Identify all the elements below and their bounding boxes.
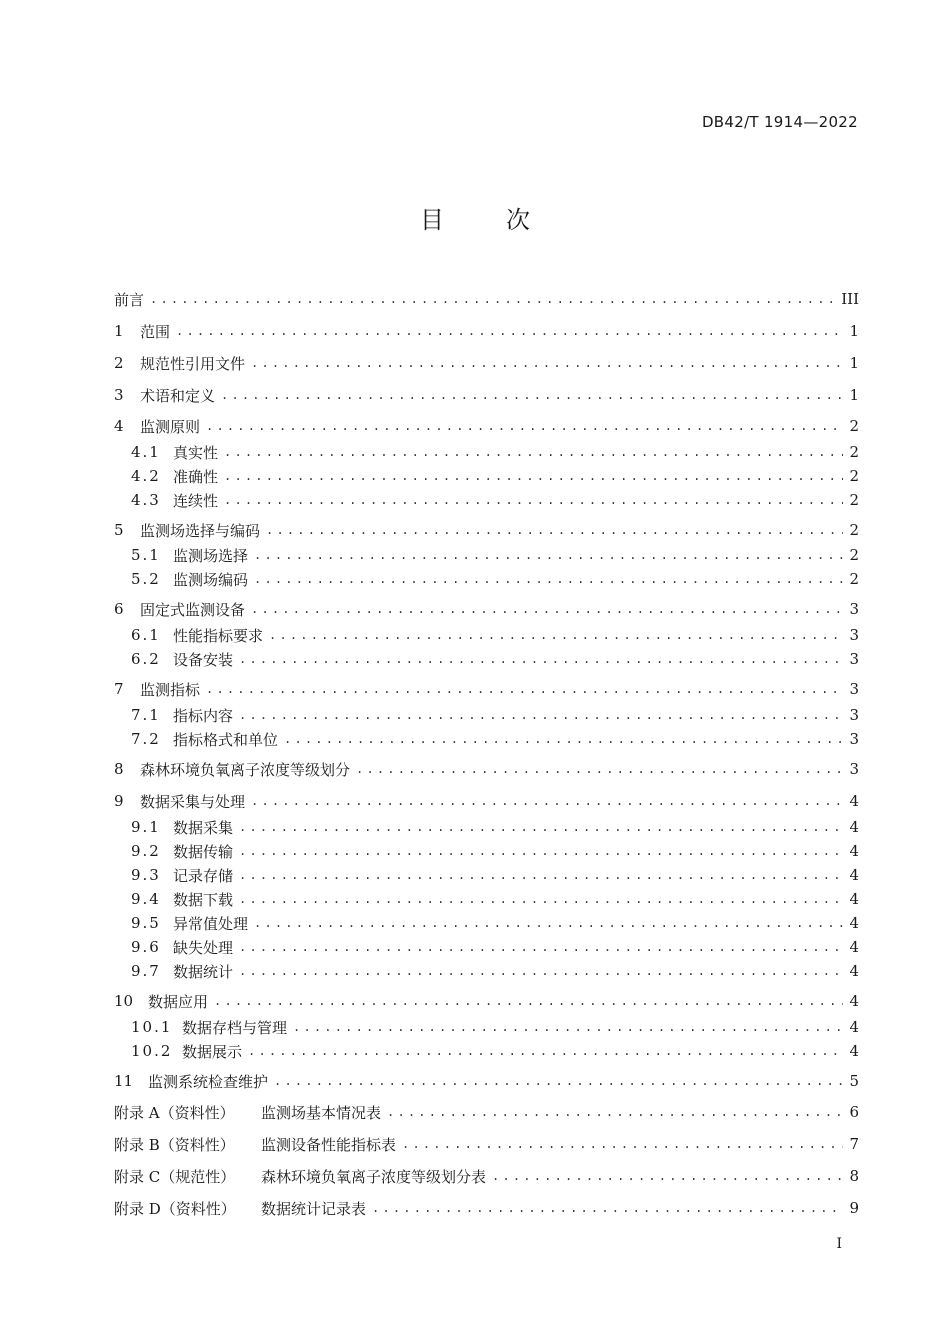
toc-entry-page: 1 [849, 322, 859, 340]
toc-entry-label: 监测场编码 [173, 570, 249, 589]
toc-entry-label: 监测场基本情况表 [261, 1103, 382, 1122]
toc-leader-dots [224, 469, 843, 483]
toc-leader-dots [206, 419, 843, 433]
toc-entry[interactable] [114, 1038, 859, 1064]
toc-entry[interactable] [114, 318, 859, 344]
toc-entry-number: 3 [114, 386, 124, 404]
toc-entry-label: 缺失处理 [173, 938, 234, 957]
toc-entry-label: 森林环境负氧离子浓度等级划分 [140, 760, 351, 779]
toc-entry[interactable] [114, 1068, 859, 1094]
toc-entry-number: 2 [114, 354, 124, 372]
toc-entry-number: 4.1 [131, 443, 161, 461]
toc-leader-dots [221, 388, 843, 402]
toc-entry-page: 4 [849, 962, 859, 980]
toc-entry-page: 2 [849, 443, 859, 461]
toc-entry[interactable] [114, 910, 859, 936]
toc-entry-page: 3 [849, 680, 859, 698]
toc-entry-page: 2 [849, 570, 859, 588]
toc-entry[interactable] [114, 1195, 859, 1221]
toc-entry-label: 真实性 [173, 443, 219, 462]
toc-leader-dots [224, 493, 843, 507]
toc-entry-number: 5 [114, 521, 124, 539]
toc-entry-label: 数据存档与管理 [182, 1018, 288, 1037]
toc-entry-page: 4 [849, 842, 859, 860]
toc-leader-dots [176, 324, 843, 338]
toc-entry-label: 性能指标要求 [173, 626, 264, 645]
toc-leader-dots [248, 1044, 843, 1058]
toc-entry[interactable] [114, 350, 859, 376]
toc-entry[interactable] [114, 756, 859, 782]
toc-entry-label: 指标格式和单位 [173, 730, 279, 749]
toc-entry[interactable] [114, 862, 859, 888]
toc-entry-number: 4 [114, 417, 124, 435]
toc-entry[interactable] [114, 487, 859, 513]
toc-entry-number: 4.3 [131, 491, 161, 509]
toc-leader-dots [239, 964, 843, 978]
toc-entry-page: 2 [849, 491, 859, 509]
toc-leader-dots [254, 916, 843, 930]
toc-entry-label: 数据统计 [173, 962, 234, 981]
toc-entry[interactable] [114, 413, 859, 439]
toc-leader-dots [269, 628, 843, 642]
toc-entry-page: 2 [849, 467, 859, 485]
toc-entry-number: 9.7 [131, 962, 161, 980]
toc-entry-number: 6.2 [131, 650, 161, 668]
toc-entry-label: 数据应用 [148, 992, 209, 1011]
toc-entry-label: 指标内容 [173, 706, 234, 725]
toc-entry-number: 8 [114, 760, 124, 778]
page-title [0, 200, 950, 235]
toc-entry-page: 3 [849, 760, 859, 778]
toc-entry-number: 附录 C（规范性） [114, 1167, 236, 1186]
toc-entry-page: 4 [849, 890, 859, 908]
toc-entry[interactable] [114, 726, 859, 752]
toc-entry-number: 1 [114, 322, 124, 340]
toc-entry-number: 9 [114, 792, 124, 810]
toc-entry-number: 11 [114, 1072, 134, 1090]
toc-entry-page: 3 [849, 626, 859, 644]
toc-entry[interactable] [114, 702, 859, 728]
toc-leader-dots [239, 868, 843, 882]
toc-entry-label: 森林环境负氧离子浓度等级划分表 [261, 1167, 487, 1186]
toc-leader-dots [387, 1105, 843, 1119]
toc-entry-label: 数据下载 [173, 890, 234, 909]
toc-entry[interactable] [114, 463, 859, 489]
toc-entry-number: 7.2 [131, 730, 161, 748]
toc-entry[interactable] [114, 788, 859, 814]
toc-entry[interactable] [114, 439, 859, 465]
toc-leader-dots [150, 292, 835, 306]
toc-entry-number: 6.1 [131, 626, 161, 644]
toc-entry-page: 9 [849, 1199, 859, 1217]
toc-entry-page: 2 [849, 546, 859, 564]
toc-leader-dots [402, 1137, 843, 1151]
toc-leader-dots [293, 1020, 843, 1034]
toc-leader-dots [239, 940, 843, 954]
toc-entry-label: 范围 [140, 322, 171, 341]
toc-entry-label: 记录存储 [173, 866, 234, 885]
toc-entry[interactable] [114, 596, 859, 622]
toc-entry-number: 9.2 [131, 842, 161, 860]
toc-leader-dots [239, 652, 843, 666]
toc-entry-number: 10 [114, 992, 134, 1010]
toc-entry-page: 3 [849, 600, 859, 618]
toc-leader-dots [239, 844, 843, 858]
page-title-char-2: 次 [506, 206, 530, 234]
toc-entry-number: 9.4 [131, 890, 161, 908]
toc-entry-page: 2 [849, 417, 859, 435]
toc-leader-dots [254, 572, 843, 586]
toc-entry-label: 准确性 [173, 467, 219, 486]
toc-entry-label: 数据展示 [182, 1042, 243, 1061]
toc-leader-dots [251, 602, 843, 616]
footer-page-number: I [836, 1236, 842, 1252]
toc-entry-number: 9.6 [131, 938, 161, 956]
toc-entry-number: 4.2 [131, 467, 161, 485]
toc-entry-label: 监测设备性能指标表 [261, 1135, 397, 1154]
toc-entry-number: 10.2 [131, 1042, 173, 1060]
toc-entry-number: 5.2 [131, 570, 161, 588]
toc-entry-label: 固定式监测设备 [140, 600, 246, 619]
toc-entry-page: 3 [849, 650, 859, 668]
toc-entry-number: 7.1 [131, 706, 161, 724]
toc-entry-label: 术语和定义 [140, 386, 216, 405]
toc-entry-label: 数据采集与处理 [140, 792, 246, 811]
toc-entry-page: III [841, 290, 859, 308]
toc-entry-number: 7 [114, 680, 124, 698]
toc-leader-dots [266, 523, 843, 537]
toc-leader-dots [372, 1201, 843, 1215]
toc-leader-dots [274, 1074, 843, 1088]
toc-entry-page: 4 [849, 792, 859, 810]
toc-entry-label: 数据统计记录表 [261, 1199, 367, 1218]
toc-entry-label: 监测原则 [140, 417, 201, 436]
toc-leader-dots [251, 794, 843, 808]
toc-entry-label: 前言 [114, 290, 145, 309]
toc-entry-label: 规范性引用文件 [140, 354, 246, 373]
toc-entry-label: 监测指标 [140, 680, 201, 699]
toc-entry-label: 连续性 [173, 491, 219, 510]
toc-entry-label: 数据采集 [173, 818, 234, 837]
page-title-char-1: 目 [420, 206, 444, 234]
toc-leader-dots [206, 682, 843, 696]
toc-entry-label: 异常值处理 [173, 914, 249, 933]
toc-entry[interactable] [114, 517, 859, 543]
toc-entry-label: 监测场选择 [173, 546, 249, 565]
toc-entry-label: 监测系统检查维护 [148, 1072, 269, 1091]
toc-entry-number: 附录 A（资料性） [114, 1103, 235, 1122]
toc-entry[interactable] [114, 814, 859, 840]
toc-leader-dots [251, 356, 843, 370]
toc-entry-page: 7 [849, 1135, 859, 1153]
toc-entry[interactable] [114, 286, 859, 312]
toc-entry[interactable] [114, 988, 859, 1014]
toc-entry[interactable] [114, 886, 859, 912]
toc-entry[interactable] [114, 676, 859, 702]
toc-entry[interactable] [114, 838, 859, 864]
toc-leader-dots [492, 1169, 843, 1183]
toc-entry-label: 设备安装 [173, 650, 234, 669]
toc-entry-page: 1 [849, 354, 859, 372]
toc-leader-dots [254, 548, 843, 562]
toc-entry-page: 4 [849, 938, 859, 956]
toc-leader-dots [214, 994, 843, 1008]
toc-entry[interactable] [114, 542, 859, 568]
toc-entry[interactable] [114, 566, 859, 592]
toc-entry-page: 4 [849, 992, 859, 1010]
toc-entry-number: 10.1 [131, 1018, 173, 1036]
toc-entry-label: 数据传输 [173, 842, 234, 861]
toc-entry-page: 4 [849, 914, 859, 932]
toc-entry-number: 9.5 [131, 914, 161, 932]
toc-entry-page: 4 [849, 866, 859, 884]
toc-entry-number: 9.3 [131, 866, 161, 884]
toc-entry[interactable] [114, 934, 859, 960]
toc-entry-number: 6 [114, 600, 124, 618]
toc-entry-page: 2 [849, 521, 859, 539]
toc-leader-dots [224, 445, 843, 459]
toc-entry-page: 4 [849, 1018, 859, 1036]
toc-entry-number: 附录 D（资料性） [114, 1199, 236, 1218]
toc-leader-dots [284, 732, 843, 746]
toc-entry[interactable] [114, 382, 859, 408]
document-code: DB42/T 1914—2022 [701, 113, 858, 131]
toc-leader-dots [239, 708, 843, 722]
toc-entry-page: 8 [849, 1167, 859, 1185]
toc-entry-label: 监测场选择与编码 [140, 521, 261, 540]
toc-entry[interactable] [114, 1163, 859, 1189]
toc-entry-page: 1 [849, 386, 859, 404]
toc-entry-page: 4 [849, 818, 859, 836]
toc-entry-number: 9.1 [131, 818, 161, 836]
toc-leader-dots [356, 762, 843, 776]
toc-entry-page: 3 [849, 730, 859, 748]
toc-leader-dots [239, 892, 843, 906]
toc-entry[interactable] [114, 622, 859, 648]
toc-entry[interactable] [114, 958, 859, 984]
toc-entry[interactable] [114, 646, 859, 672]
toc-entry[interactable] [114, 1099, 859, 1125]
toc-entry[interactable] [114, 1131, 859, 1157]
toc-entry[interactable] [114, 1014, 859, 1040]
toc-entry-page: 5 [849, 1072, 859, 1090]
toc-entry-number: 附录 B（资料性） [114, 1135, 235, 1154]
toc-entry-number: 5.1 [131, 546, 161, 564]
toc-entry-page: 6 [849, 1103, 859, 1121]
toc-entry-page: 4 [849, 1042, 859, 1060]
toc-entry-page: 3 [849, 706, 859, 724]
toc-leader-dots [239, 820, 843, 834]
